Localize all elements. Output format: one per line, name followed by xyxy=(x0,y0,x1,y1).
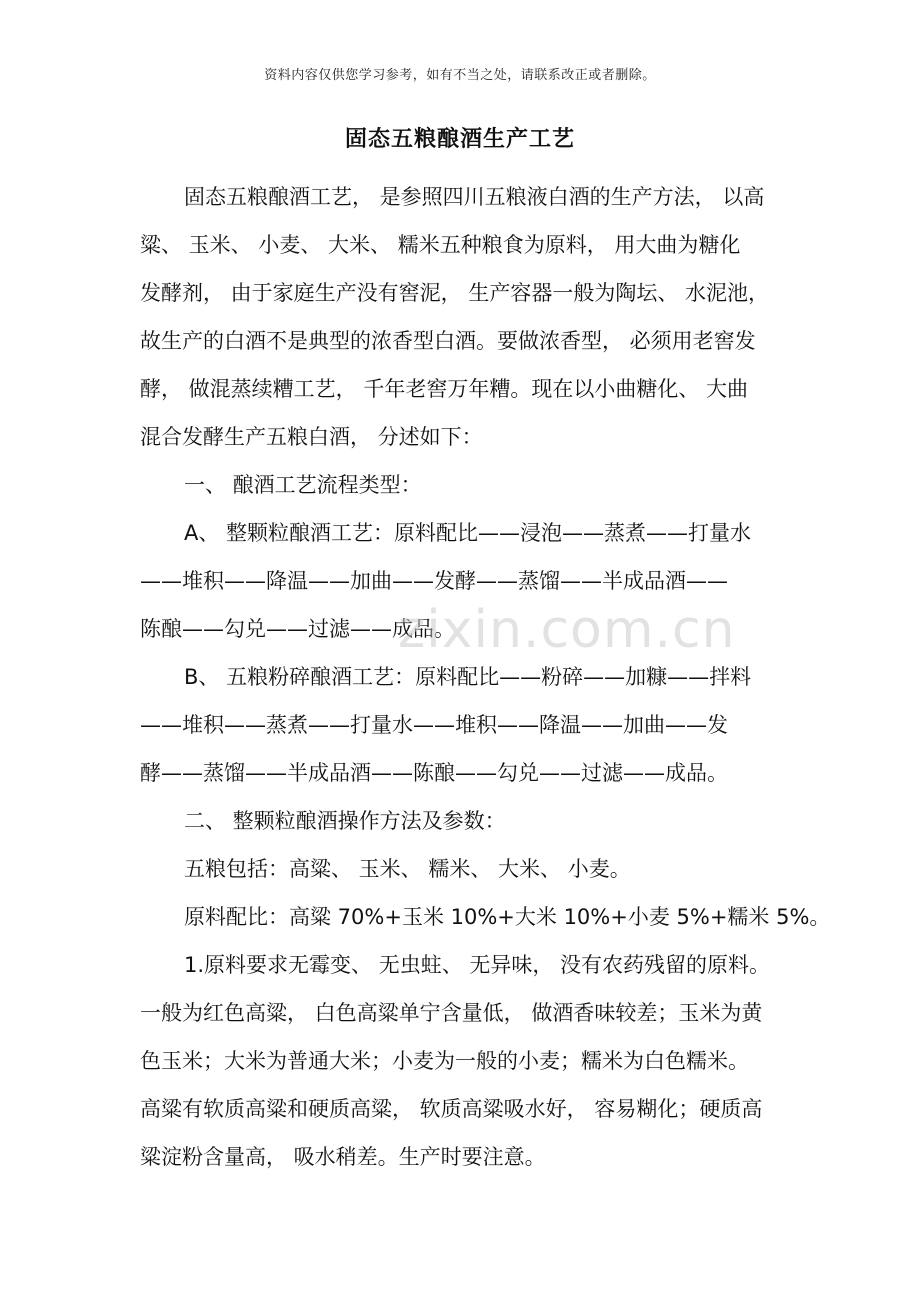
ratio-line: 原料配比：高粱 70%+玉米 10%+大米 10%+小麦 5%+糯米 5%。 xyxy=(184,905,831,929)
process-a-line: A、 整颗粒酿酒工艺：原料配比——浸泡——蒸煮——打量水 xyxy=(184,521,752,545)
requirement-line: 色玉米；大米为普通大米；小麦为一般的小麦；糯米为白色糯米。 xyxy=(140,1049,749,1073)
watermark-text: zixin.com.cn xyxy=(398,600,736,660)
paragraph-line: 酵， 做混蒸续糟工艺， 千年老窖万年糟。现在以小曲糖化、 大曲 xyxy=(140,377,749,401)
paragraph-line: 故生产的白酒不是典型的浓香型白酒。要做浓香型， 必须用老窖发 xyxy=(140,329,756,353)
process-b-line: B、 五粮粉碎酿酒工艺：原料配比——粉碎——加糠——拌料 xyxy=(184,665,752,689)
document-title: 固态五粮酿酒生产工艺 xyxy=(344,127,575,152)
section-heading-2: 二、 整颗粒酿酒操作方法及参数： xyxy=(184,809,506,833)
header-disclaimer: 资料内容仅供您学习参考，如有不当之处，请联系改正或者删除。 xyxy=(264,68,656,83)
process-b-line: ——堆积——蒸煮——打量水——堆积——降温——加曲——发 xyxy=(140,713,728,737)
requirement-line: 1.原料要求无霉变、 无虫蛀、 无异味， 没有农药残留的原料。 xyxy=(184,953,771,977)
process-a-line: 陈酿——勾兑——过滤——成品。 xyxy=(140,617,455,641)
paragraph-line: 混合发酵生产五粮白酒， 分述如下： xyxy=(140,425,483,449)
grain-list-line: 五粮包括：高粱、 玉米、 糯米、 大米、 小麦。 xyxy=(184,857,631,881)
requirement-line: 高粱有软质高粱和硬质高粱， 软质高粱吸水好， 容易糊化；硬质高 xyxy=(140,1097,763,1121)
paragraph-line: 固态五粮酿酒工艺， 是参照四川五粮液白酒的生产方法， 以高 xyxy=(184,185,765,209)
section-heading-1: 一、 酿酒工艺流程类型： xyxy=(184,473,422,497)
process-a-line: ——堆积——降温——加曲——发酵——蒸馏——半成品酒—— xyxy=(140,569,728,593)
paragraph-line: 粱、 玉米、 小麦、 大米、 糯米五种粮食为原料， 用大曲为糖化 xyxy=(140,233,741,257)
process-b-line: 酵——蒸馏——半成品酒——陈酿——勾兑——过滤——成品。 xyxy=(140,761,728,785)
requirement-line: 一般为红色高粱， 白色高粱单宁含量低， 做酒香味较差；玉米为黄 xyxy=(140,1001,763,1025)
paragraph-line: 发酵剂， 由于家庭生产没有窖泥， 生产容器一般为陶坛、 水泥池， xyxy=(140,281,770,305)
requirement-line: 粱淀粉含量高， 吸水稍差。生产时要注意。 xyxy=(140,1145,546,1169)
